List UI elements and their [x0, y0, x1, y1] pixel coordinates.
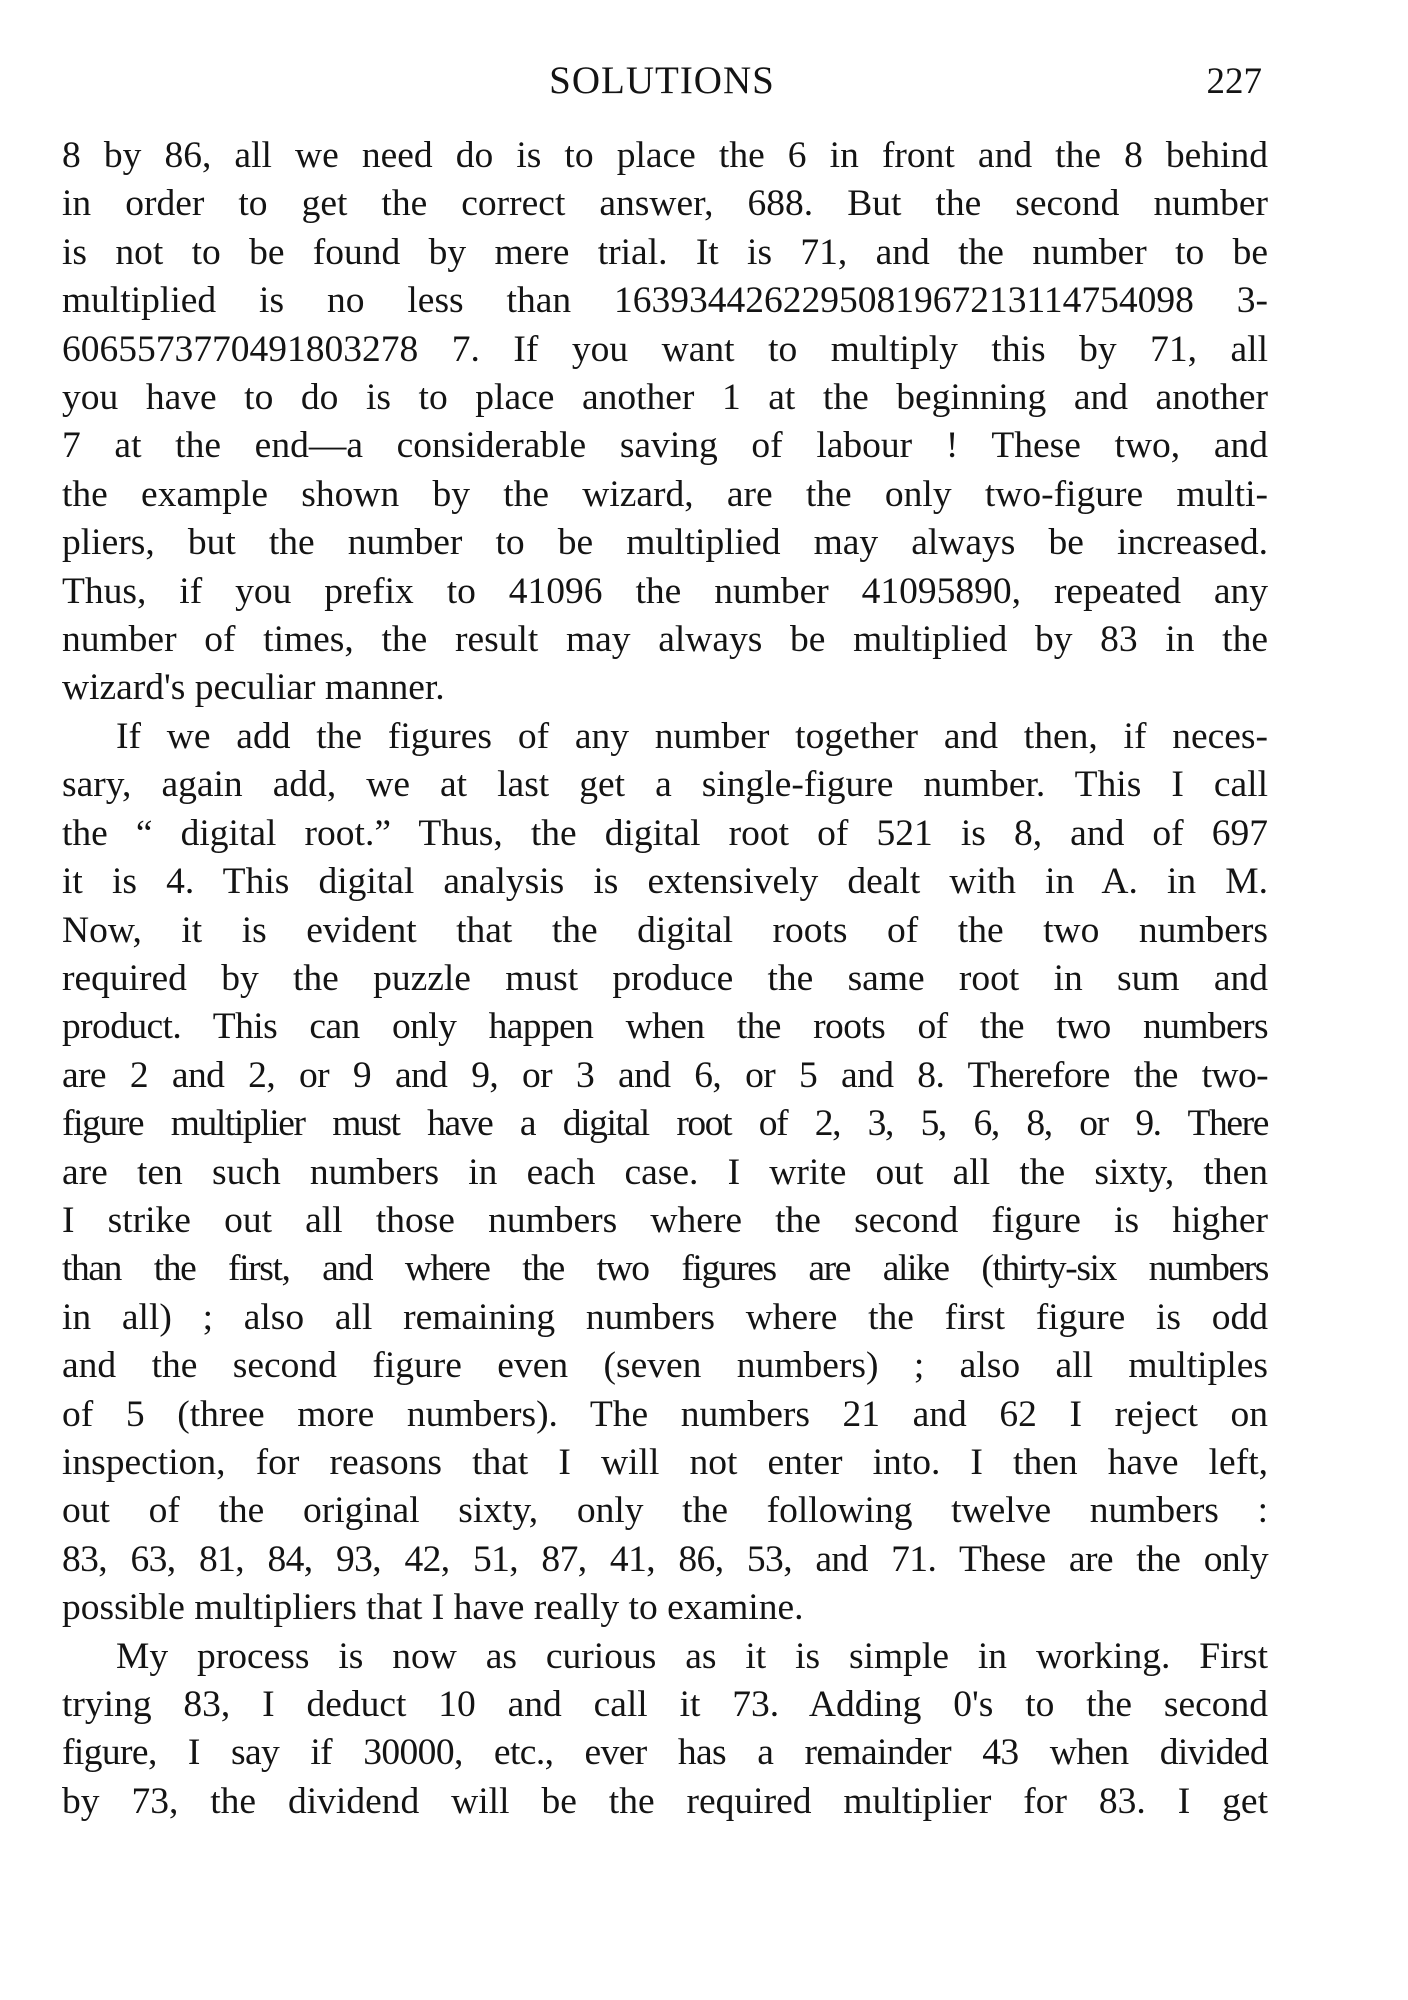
text-line: the “ digital root.” Thus, the digital root of 521 is 8, and of 697 — [62, 812, 1268, 854]
text-line: multiplied is no less than 1639344262295081967213114754098 3- — [62, 280, 1268, 322]
text-line: are 2 and 2, or 9 and 9, or 3 and 6, or 5 and 8. Therefore the two- — [62, 1054, 1268, 1096]
paragraph — [62, 713, 1268, 1633]
page-number: 227 — [1206, 61, 1262, 102]
text-line: are ten such numbers in each case. I write out all the sixty, then — [62, 1151, 1268, 1193]
text-line: trying 83, I deduct 10 and call it 73. Adding 0's to the second — [62, 1684, 1268, 1725]
paragraph — [62, 1633, 1268, 1827]
paragraph — [62, 132, 1268, 713]
text-line: sary, again add, we at last get a single-figure number. This I call — [62, 764, 1268, 806]
text-line: pliers, but the number to be multiplied may always be increased. — [62, 522, 1268, 564]
text-line: in order to get the correct answer, 688. But the second number — [62, 183, 1268, 225]
text-line: If we add the figures of any number together and then, if neces- — [116, 715, 1268, 757]
page-header — [62, 58, 1262, 118]
running-head: SOLUTIONS — [549, 59, 775, 102]
text-line: 6065573770491803278 7. If you want to multiply this by 71, all — [62, 328, 1268, 370]
text-line: and the second figure even (seven numbers) ; also all multiples — [62, 1345, 1268, 1387]
text-line: My process is now as curious as it is simple in working. First — [116, 1635, 1268, 1677]
body-text — [62, 132, 1268, 1826]
text-line: it is 4. This digital analysis is extensively dealt with in A. in M. — [62, 861, 1268, 903]
text-line: figure multiplier must have a digital root of 2, 3, 5, 6, 8, or 9. There — [62, 1103, 1268, 1145]
text-line: 7 at the end—a considerable saving of labour ! These two, and — [62, 425, 1268, 467]
text-line: number of times, the result may always be multiplied by 83 in the — [62, 619, 1268, 661]
text-line: inspection, for reasons that I will not enter into. I then have left, — [62, 1441, 1268, 1483]
text-line: in all) ; also all remaining numbers where the first figure is odd — [62, 1296, 1268, 1338]
text-line: Now, it is evident that the digital roots of the two numbers — [62, 909, 1268, 951]
text-line: required by the puzzle must produce the same root in sum and — [62, 957, 1268, 999]
text-line: is not to be found by mere trial. It is 71, and the number to be — [62, 231, 1268, 273]
text-line: out of the original sixty, only the following twelve numbers : — [62, 1490, 1268, 1532]
text-line: of 5 (three more numbers). The numbers 21 and 62 I reject on — [62, 1393, 1268, 1435]
text-line: 8 by 86, all we need do is to place the 6 in front and the 8 behind — [62, 135, 1268, 176]
text-line: Thus, if you prefix to 41096 the number 41095890, repeated any — [62, 570, 1268, 612]
text-line: possible multipliers that I have really to examine. — [62, 1587, 804, 1629]
text-line: than the first, and where the two figures are alike (thirty-six numbers — [62, 1248, 1268, 1290]
text-line: I strike out all those numbers where the second figure is higher — [62, 1199, 1268, 1241]
text-line: figure, I say if 30000, etc., ever has a remainder 43 when divided — [62, 1732, 1268, 1774]
text-line: 83, 63, 81, 84, 93, 42, 51, 87, 41, 86, 53, and 71. These are the only — [62, 1538, 1268, 1580]
text-line: wizard's peculiar manner. — [62, 667, 445, 709]
text-line: by 73, the dividend will be the required multiplier for 83. I get — [62, 1780, 1268, 1822]
text-line: you have to do is to place another 1 at the beginning and another — [62, 377, 1268, 419]
text-line: the example shown by the wizard, are the only two-figure multi- — [62, 473, 1268, 515]
text-line: product. This can only happen when the roots of the two numbers — [62, 1006, 1268, 1048]
